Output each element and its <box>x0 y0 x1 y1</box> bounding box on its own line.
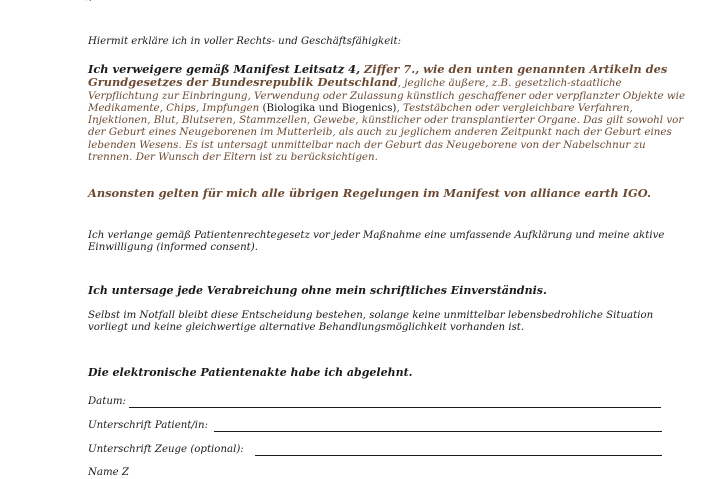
intro-statement: Hiermit erkläre ich in voller Rechts- und Geschäftsfähigkeit: <box>88 36 402 47</box>
witness-signature-label: Unterschrift Zeuge (optional): <box>88 444 244 455</box>
ziffer-reference: Ziffer 7. <box>364 62 416 76</box>
refusal-comma: , <box>356 62 365 76</box>
refusal-lead: Ich verweigere gemäß <box>88 62 234 76</box>
refusal-paragraph <box>88 63 693 163</box>
witness-name-label: Name Z <box>88 467 129 478</box>
date-field[interactable] <box>129 407 661 408</box>
manifest-reference: Manifest Leitsatz 4 <box>233 62 357 76</box>
refusal-body-part-1: , jegliche äußere, z.B. gesetzlich-staatliche Verpflichtung zur Einbringung, Verwendung oder Zulassung künstlich geschaffener oder verpflanzter Objekte wie Medikamente, Chips, Impfungen <box>88 77 686 114</box>
emergency-statement: Selbst im Notfall bleibt diese Entscheidung bestehen, solange keine unmittelbar lebensbedrohliche Situation vorliegt und keine gleichwertige alternative Behandlungsmöglichkeit vorhanden ist. <box>88 310 654 334</box>
date-label: Datum: <box>88 396 126 407</box>
patient-signature-label: Unterschrift Patient/in: <box>88 420 209 431</box>
articles-reference: , wie den unten genannten Artikeln des Grundgesetzes der Bundesrepublik Deutschland <box>88 62 668 90</box>
biologika-note: (Biologika und Biogenics) <box>262 101 397 114</box>
informed-consent-statement: Ich verlange gemäß Patientenrechtegesetz vor jeder Maßnahme eine umfassende Aufklärung und meine aktive Einwilligung (informed consent). <box>88 230 665 254</box>
prohibition-statement: Ich untersage jede Verabreichung ohne mein schriftliches Einverständnis. <box>88 284 547 297</box>
witness-signature-field[interactable] <box>255 455 662 456</box>
epa-statement: Die elektronische Patientenakte habe ich abgelehnt. <box>88 366 413 379</box>
refusal-body-part-2: , Teststäbchen oder vergleichbare Verfahren, Injektionen, Blut, Blutseren, Stammzellen, Gewebe, künstlicher oder transplantierter Organe. Das gilt sowohl vor der Geburt eines Neugeborenen im Mutterleib, als auch zu jeglichem anderen Zeitpunkt nach der Geburt eines lebenden Wesens. Es ist untersagt unmittelbar nach der Geburt das Neugeborene von der Nabelschnur zu trennen. Der Wunsch der Eltern ist zu berücksichtigen. <box>88 101 684 164</box>
otherwise-statement: Ansonsten gelten für mich alle übrigen Regelungen im Manifest von alliance earth IGO. <box>88 186 651 200</box>
patient-signature-field[interactable] <box>214 431 662 432</box>
cut-off-text-fragment <box>86 0 100 1</box>
